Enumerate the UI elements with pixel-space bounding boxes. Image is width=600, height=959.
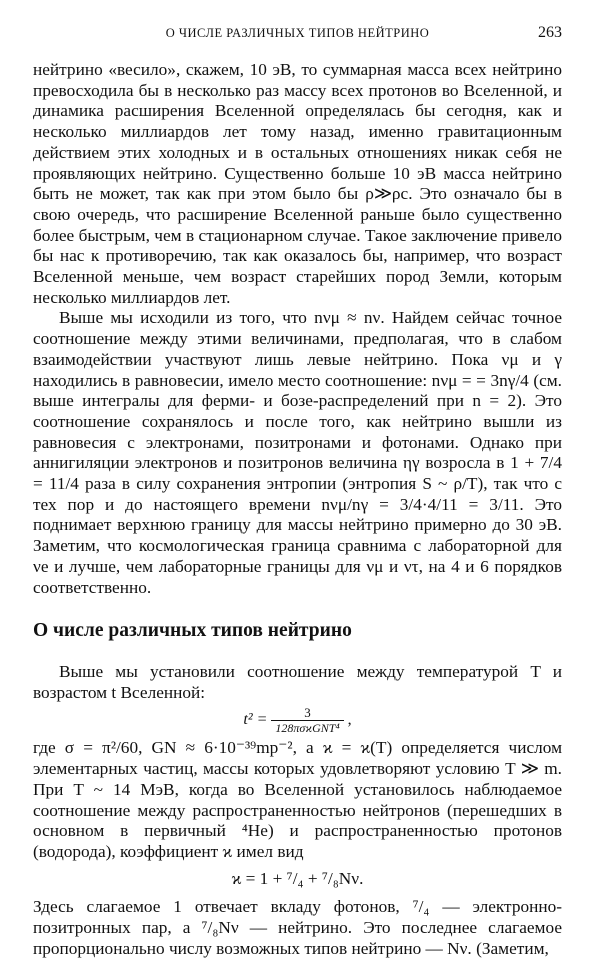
running-header: [33, 24, 562, 44]
paragraph-1: нейтрино «весило», скажем, 10 эВ, то суммарная масса всех нейтрино превосходила бы в несколько раз массу всех протонов во Вселенной, и динамика расширения Вселенной определялась бы сегодня, как и несколько миллиардов лет тому назад, именно гравитационным действием этих холодных и в остальных отношениях никак себя не проявляющих нейтрино. Существенно больше 10 эВ масса нейтрино быть не может, так как при этом было бы ρ≫ρc. Это означало бы в свою очередь, что расширение Вселенной раньше было существенно более быстрым, чем в стационарном случае. Такое заключение привело бы нас к противоречию, так как оказалось бы, например, что возраст Вселенной меньше, чем возраст старейших пород Земли, которым несколько миллиардов лет.: [33, 60, 562, 307]
paragraph-4: где σ = π²/60, GN ≈ 6·10⁻³⁹mp⁻², а ϰ = ϰ(T) определяется числом элементарных частиц, массы которых удовлетворяют условию T ≫ m. При T ~ 14 МэВ, когда во Вселенной установилось наблюдаемое соотношение между распространенностью нейтронов (перешедших в основном в первичный ⁴He) и распространенностью протонов (водорода), коэффициент ϰ имел вид: [33, 738, 562, 861]
running-title: О ЧИСЛЕ РАЗЛИЧНЫХ ТИПОВ НЕЙТРИНО: [165, 26, 430, 40]
paragraph-3: Выше мы установили соотношение между температурой T и возрастом t Вселенной:: [33, 661, 562, 702]
formula-fraction: [271, 705, 343, 736]
page-number: 263: [538, 24, 562, 41]
page-body: [33, 60, 562, 959]
paragraph-2: Выше мы исходили из того, что nνμ ≈ nν. Найдем сейчас точное соотношение между этими величинами, предполагая, что в слабом взаимодействии участвуют лишь левые нейтрино. Пока νμ и γ находились в равновесии, имело место соотношение: nνμ = = 3nγ/4 (см. выше интегралы для ферми- и бозе-распределений при n = 2). Это соотношение сохранялось и после того, как нейтрино вышли из равновесия с электронами, позитронами и фотонами. Однако при аннигиляции электронов и позитронов величина ηγ возросла в 1 + 7/4 = 11/4 раза в силу сохранения энтропии (энтропия S ~ ρ/T), так что с тех пор и до настоящего времени nνμ/nγ = 3/4·4/11 = 3/11. Это поднимает верхнюю границу для массы нейтрино примерно до 30 эВ. Заметим, что космологическая граница сравнима с лабораторной для νe и лучше, чем лабораторные границы для νμ и ντ, на 4 и 6 порядков соответственно.: [33, 308, 562, 597]
formula-lhs: t² =: [243, 711, 268, 729]
paragraph-5: Здесь слагаемое 1 отвечает вкладу фотонов, ⁷/₄ — электронно-позитронных пар, а ⁷/₈Nν — нейтрино. Это последнее слагаемое пропорционально числу возможных типов нейтрино — Nν. (Заметим,: [33, 897, 562, 958]
formula-tail: ,: [347, 711, 352, 729]
formula-denominator: 128πσϰGNT⁴: [275, 721, 340, 736]
section-heading: О числе различных типов нейтрино: [33, 620, 352, 642]
formula-numerator: 3: [271, 705, 343, 721]
formula-kappa: ϰ = 1 + ⁷/₄ + ⁷/₈Nν.: [231, 868, 364, 888]
formula-age-temperature: [33, 705, 562, 736]
